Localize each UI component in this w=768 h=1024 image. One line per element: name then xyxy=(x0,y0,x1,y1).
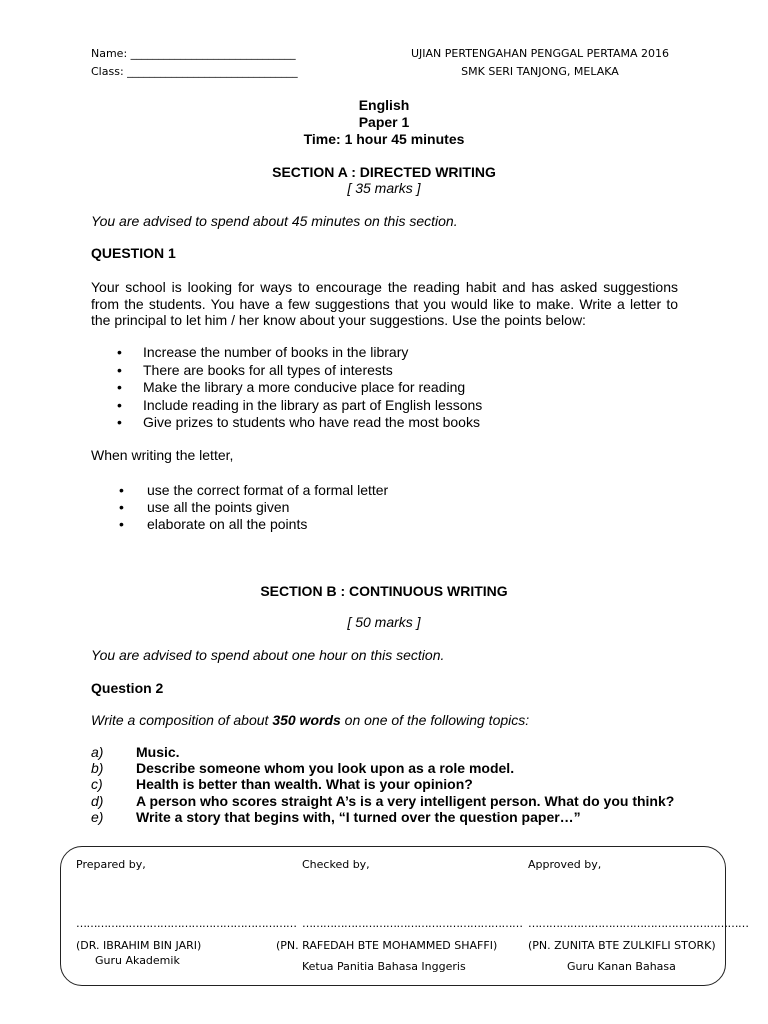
bullet-icon: • xyxy=(117,379,122,395)
section-b-advice: You are advised to spend about one hour on this section. xyxy=(91,647,445,663)
bullet-icon: • xyxy=(119,499,124,515)
question-1-label: QUESTION 1 xyxy=(91,245,176,261)
list-item: • Give prizes to students who have read the most books xyxy=(117,414,480,430)
approved-by-name: (PN. ZUNITA BTE ZULKIFLI STORK) xyxy=(528,939,716,952)
question-2-prompt: Write a composition of about 350 words on one of the following topics: xyxy=(91,712,530,728)
prepared-by-name: (DR. IBRAHIM BIN JARI) xyxy=(76,939,202,952)
section-a-heading: SECTION A : DIRECTED WRITING xyxy=(272,164,496,180)
time-allowed: Time: 1 hour 45 minutes xyxy=(303,131,465,147)
bullet-icon: • xyxy=(117,344,122,360)
word-count: 350 words xyxy=(272,712,341,728)
letter-instructions-list xyxy=(119,482,388,533)
question-2-label: Question 2 xyxy=(91,680,164,696)
question-1-prompt: Your school is looking for ways to encourage the reading habit and has asked suggestions from the students. You have a few suggestions that you would like to make. Write a letter to the principal to let him / her know about your suggestions. Use the points below: xyxy=(91,279,678,328)
list-item: c) Health is better than wealth. What is your opinion? xyxy=(91,776,473,793)
section-a-marks: [ 35 marks ] xyxy=(347,180,421,196)
section-a-advice: You are advised to spend about 45 minutes on this section. xyxy=(91,213,458,229)
list-item: • elaborate on all the points xyxy=(119,516,308,532)
checked-by-label: Checked by, xyxy=(302,858,370,871)
list-item: • use all the points given xyxy=(119,499,290,515)
checked-by-name: (PN. RAFEDAH BTE MOHAMMED SHAFFI) xyxy=(276,939,498,952)
checked-by-role: Ketua Panitia Bahasa Inggeris xyxy=(302,960,466,973)
list-item: • Make the library a more conducive place for reading xyxy=(117,379,466,395)
bullet-icon: • xyxy=(117,396,122,413)
list-item: • Include reading in the library as part of English lessons xyxy=(117,396,483,413)
suggestion-points-list xyxy=(117,344,482,432)
list-item: • use the correct format of a formal letter xyxy=(119,482,389,498)
composition-topics-list xyxy=(91,744,674,825)
approved-by-label: Approved by, xyxy=(528,858,602,871)
approved-by-signature-line: ……………………………………………………… xyxy=(528,917,749,930)
section-b-marks: [ 50 marks ] xyxy=(347,614,421,630)
prepared-by-label: Prepared by, xyxy=(76,858,146,871)
bullet-icon: • xyxy=(119,516,124,532)
checked-by-signature-line: ……………………………………………………… xyxy=(302,917,523,930)
bullet-icon: • xyxy=(119,482,124,498)
name-field-label: Name: ______________________________ xyxy=(91,47,296,60)
prepared-by-signature-line: ……………………………………………………… xyxy=(76,917,297,930)
approved-by-role: Guru Kanan Bahasa xyxy=(567,960,676,973)
prepared-by-role: Guru Akademik xyxy=(95,954,180,967)
section-b-heading: SECTION B : CONTINUOUS WRITING xyxy=(260,583,508,599)
bullet-icon: • xyxy=(117,414,122,430)
paper-title: Paper 1 xyxy=(358,114,410,130)
class-field-label: Class: _______________________________ xyxy=(91,65,298,78)
list-item: d) A person who scores straight A’s is a very intelligent person. What do you think? xyxy=(91,792,675,809)
list-item: b) Describe someone whom you look upon as a role model. xyxy=(91,760,515,777)
list-item: a) Music. xyxy=(91,744,180,760)
bullet-icon: • xyxy=(117,361,122,378)
subject-title: English xyxy=(358,97,410,113)
list-item: • Increase the number of books in the library xyxy=(117,344,409,360)
list-item: e) Write a story that begins with, “I turned over the question paper…” xyxy=(91,808,581,825)
exam-title: UJIAN PERTENGAHAN PENGGAL PERTAMA 2016 xyxy=(410,47,670,60)
list-item: • There are books for all types of interests xyxy=(117,361,393,378)
when-writing-label: When writing the letter, xyxy=(91,447,234,463)
school-name: SMK SERI TANJONG, MELAKA xyxy=(461,65,619,78)
